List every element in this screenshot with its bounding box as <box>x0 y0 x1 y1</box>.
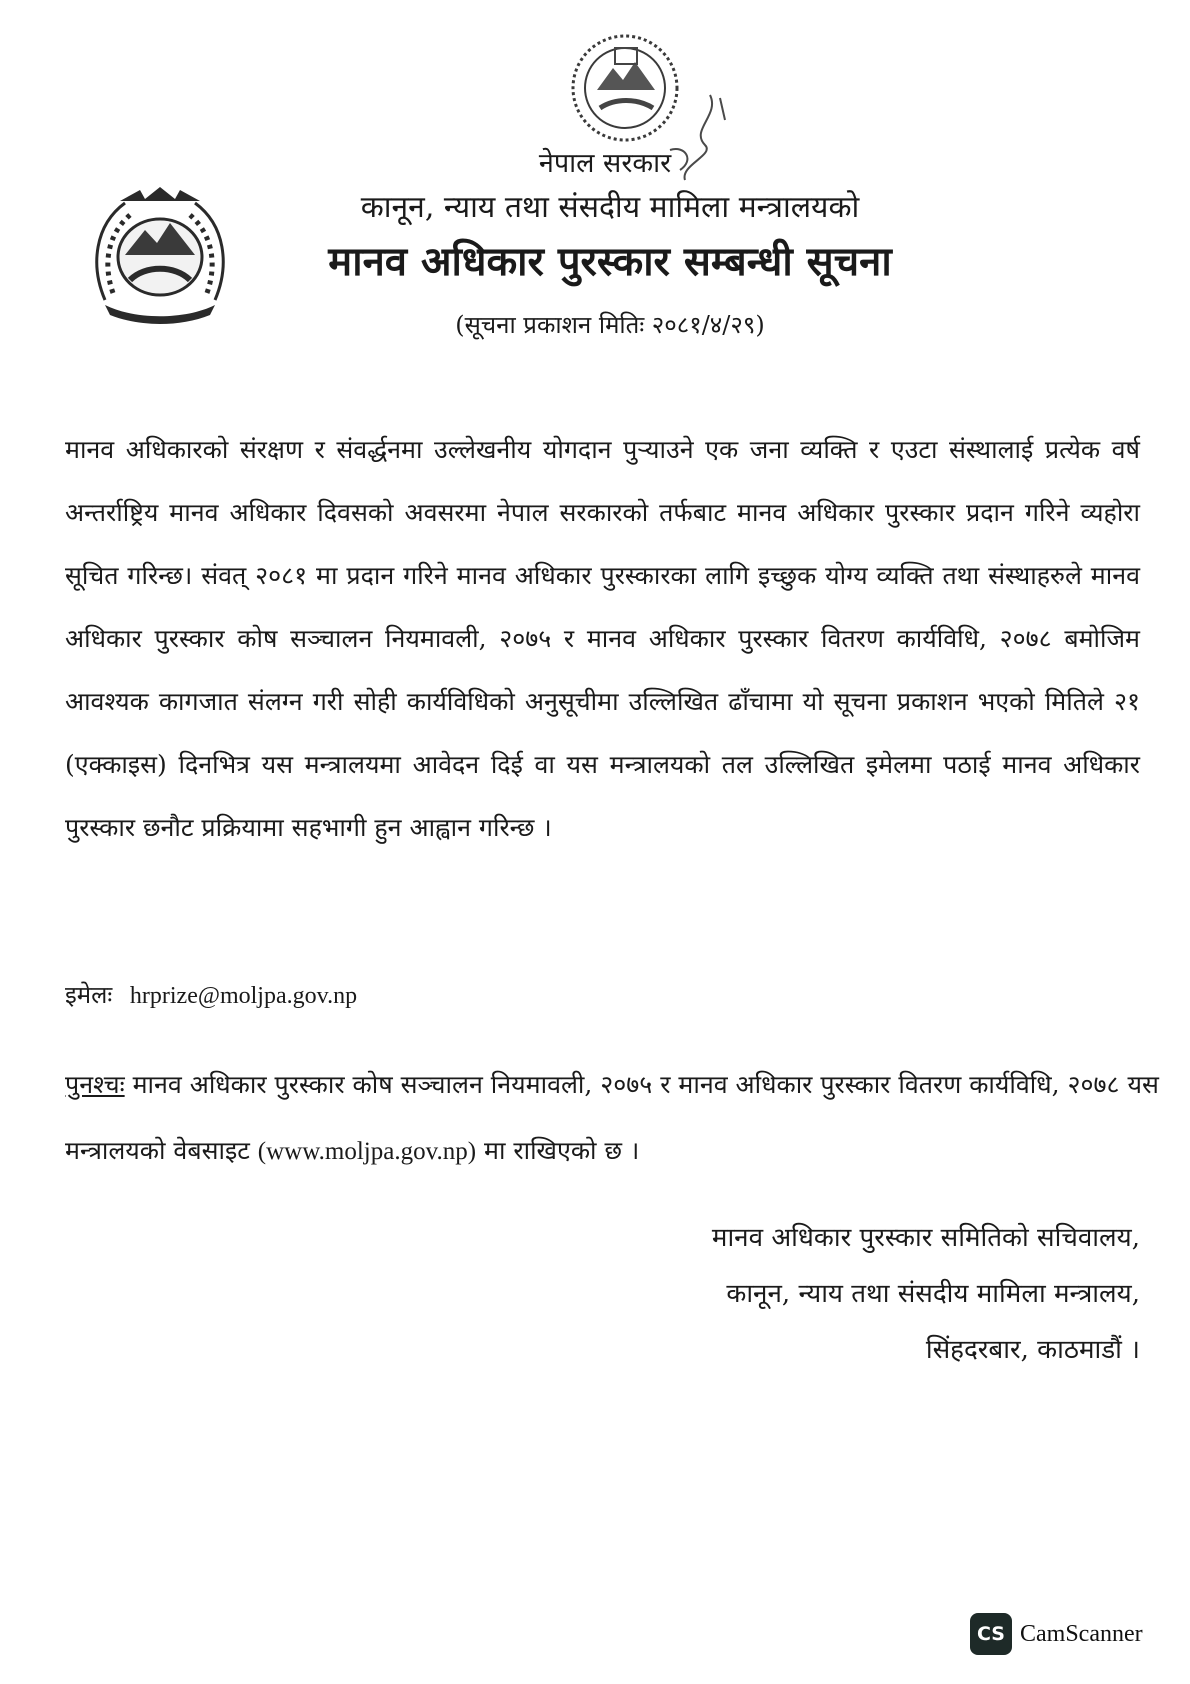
signoff-line-address: सिंहदरबार, काठमाडौं । <box>925 1335 1140 1365</box>
signoff-line-secretariat: मानव अधिकार पुरस्कार समितिको सचिवालय, <box>711 1223 1140 1253</box>
signoff-block <box>580 1210 1140 1378</box>
postscript-text: मानव अधिकार पुरस्कार कोष सञ्चालन नियमावली, २०७५ र मानव अधिकार पुरस्कार वितरण कार्यविधि, २०७८ यस मन्त्रालयको वेबसाइट <box>65 1070 1159 1165</box>
postscript <box>65 1052 1165 1185</box>
notice-body: मानव अधिकारको संरक्षण र संवर्द्धनमा उल्लेखनीय योगदान पुऱ्याउने एक जना व्यक्ति र एउटा संस्थालाई प्रत्येक वर्ष अन्तर्राष्ट्रिय मानव अधिकार दिवसको अवसरमा नेपाल सरकारको तर्फबाट मानव अधिकार पुरस्कार प्रदान गरिने व्यहोरा सूचित गरिन्छ। संवत् २०८१ मा प्रदान गरिने मानव अधिकार पुरस्कारका लागि इच्छुक योग्य व्यक्ति तथा संस्थाहरुले मानव अधिकार पुरस्कार कोष सञ्चालन नियमावली, २०७५ र मानव अधिकार पुरस्कार वितरण कार्यविधि, २०७८ बमोजिम आवश्यक कागजात संलग्न गरी सोही कार्यविधिको अनुसूचीमा उल्लिखित ढाँचामा यो सूचना प्रकाशन भएको मितिले २१ (एक्काइस) दिनभित्र यस मन्त्रालयमा आवेदन दिई वा यस मन्त्रालयको तल उल्लिखित इमेलमा पठाई मानव अधिकार पुरस्कार छनौट प्रक्रियामा सहभागी हुन आह्वान गरिन्छ । <box>65 435 1140 842</box>
ministry-name: कानून, न्याय तथा संसदीय मामिला मन्त्रालयको <box>360 190 860 225</box>
page-title: मानव अधिकार पुरस्कार सम्बन्धी सूचना <box>328 238 892 285</box>
website-link[interactable]: (www.moljpa.gov.np) <box>257 1138 477 1165</box>
email-line <box>65 978 357 1011</box>
scanner-badge <box>970 1612 1143 1656</box>
email-label: इमेलः <box>65 981 113 1009</box>
postscript-label: पुनश्चः <box>65 1070 125 1099</box>
government-name: नेपाल सरकार <box>538 148 672 179</box>
scanner-label: CamScanner <box>1020 1620 1143 1647</box>
email-address-link[interactable]: hrprize@moljpa.gov.np <box>129 983 358 1009</box>
publication-date: (सूचना प्रकाशन मितिः २०८१/४/२९) <box>455 311 765 339</box>
camscanner-icon: CS <box>970 1613 1012 1655</box>
postscript-text-end: मा राखिएको छ । <box>476 1136 640 1165</box>
signoff-line-ministry: कानून, न्याय तथा संसदीय मामिला मन्त्रालय, <box>726 1279 1140 1309</box>
